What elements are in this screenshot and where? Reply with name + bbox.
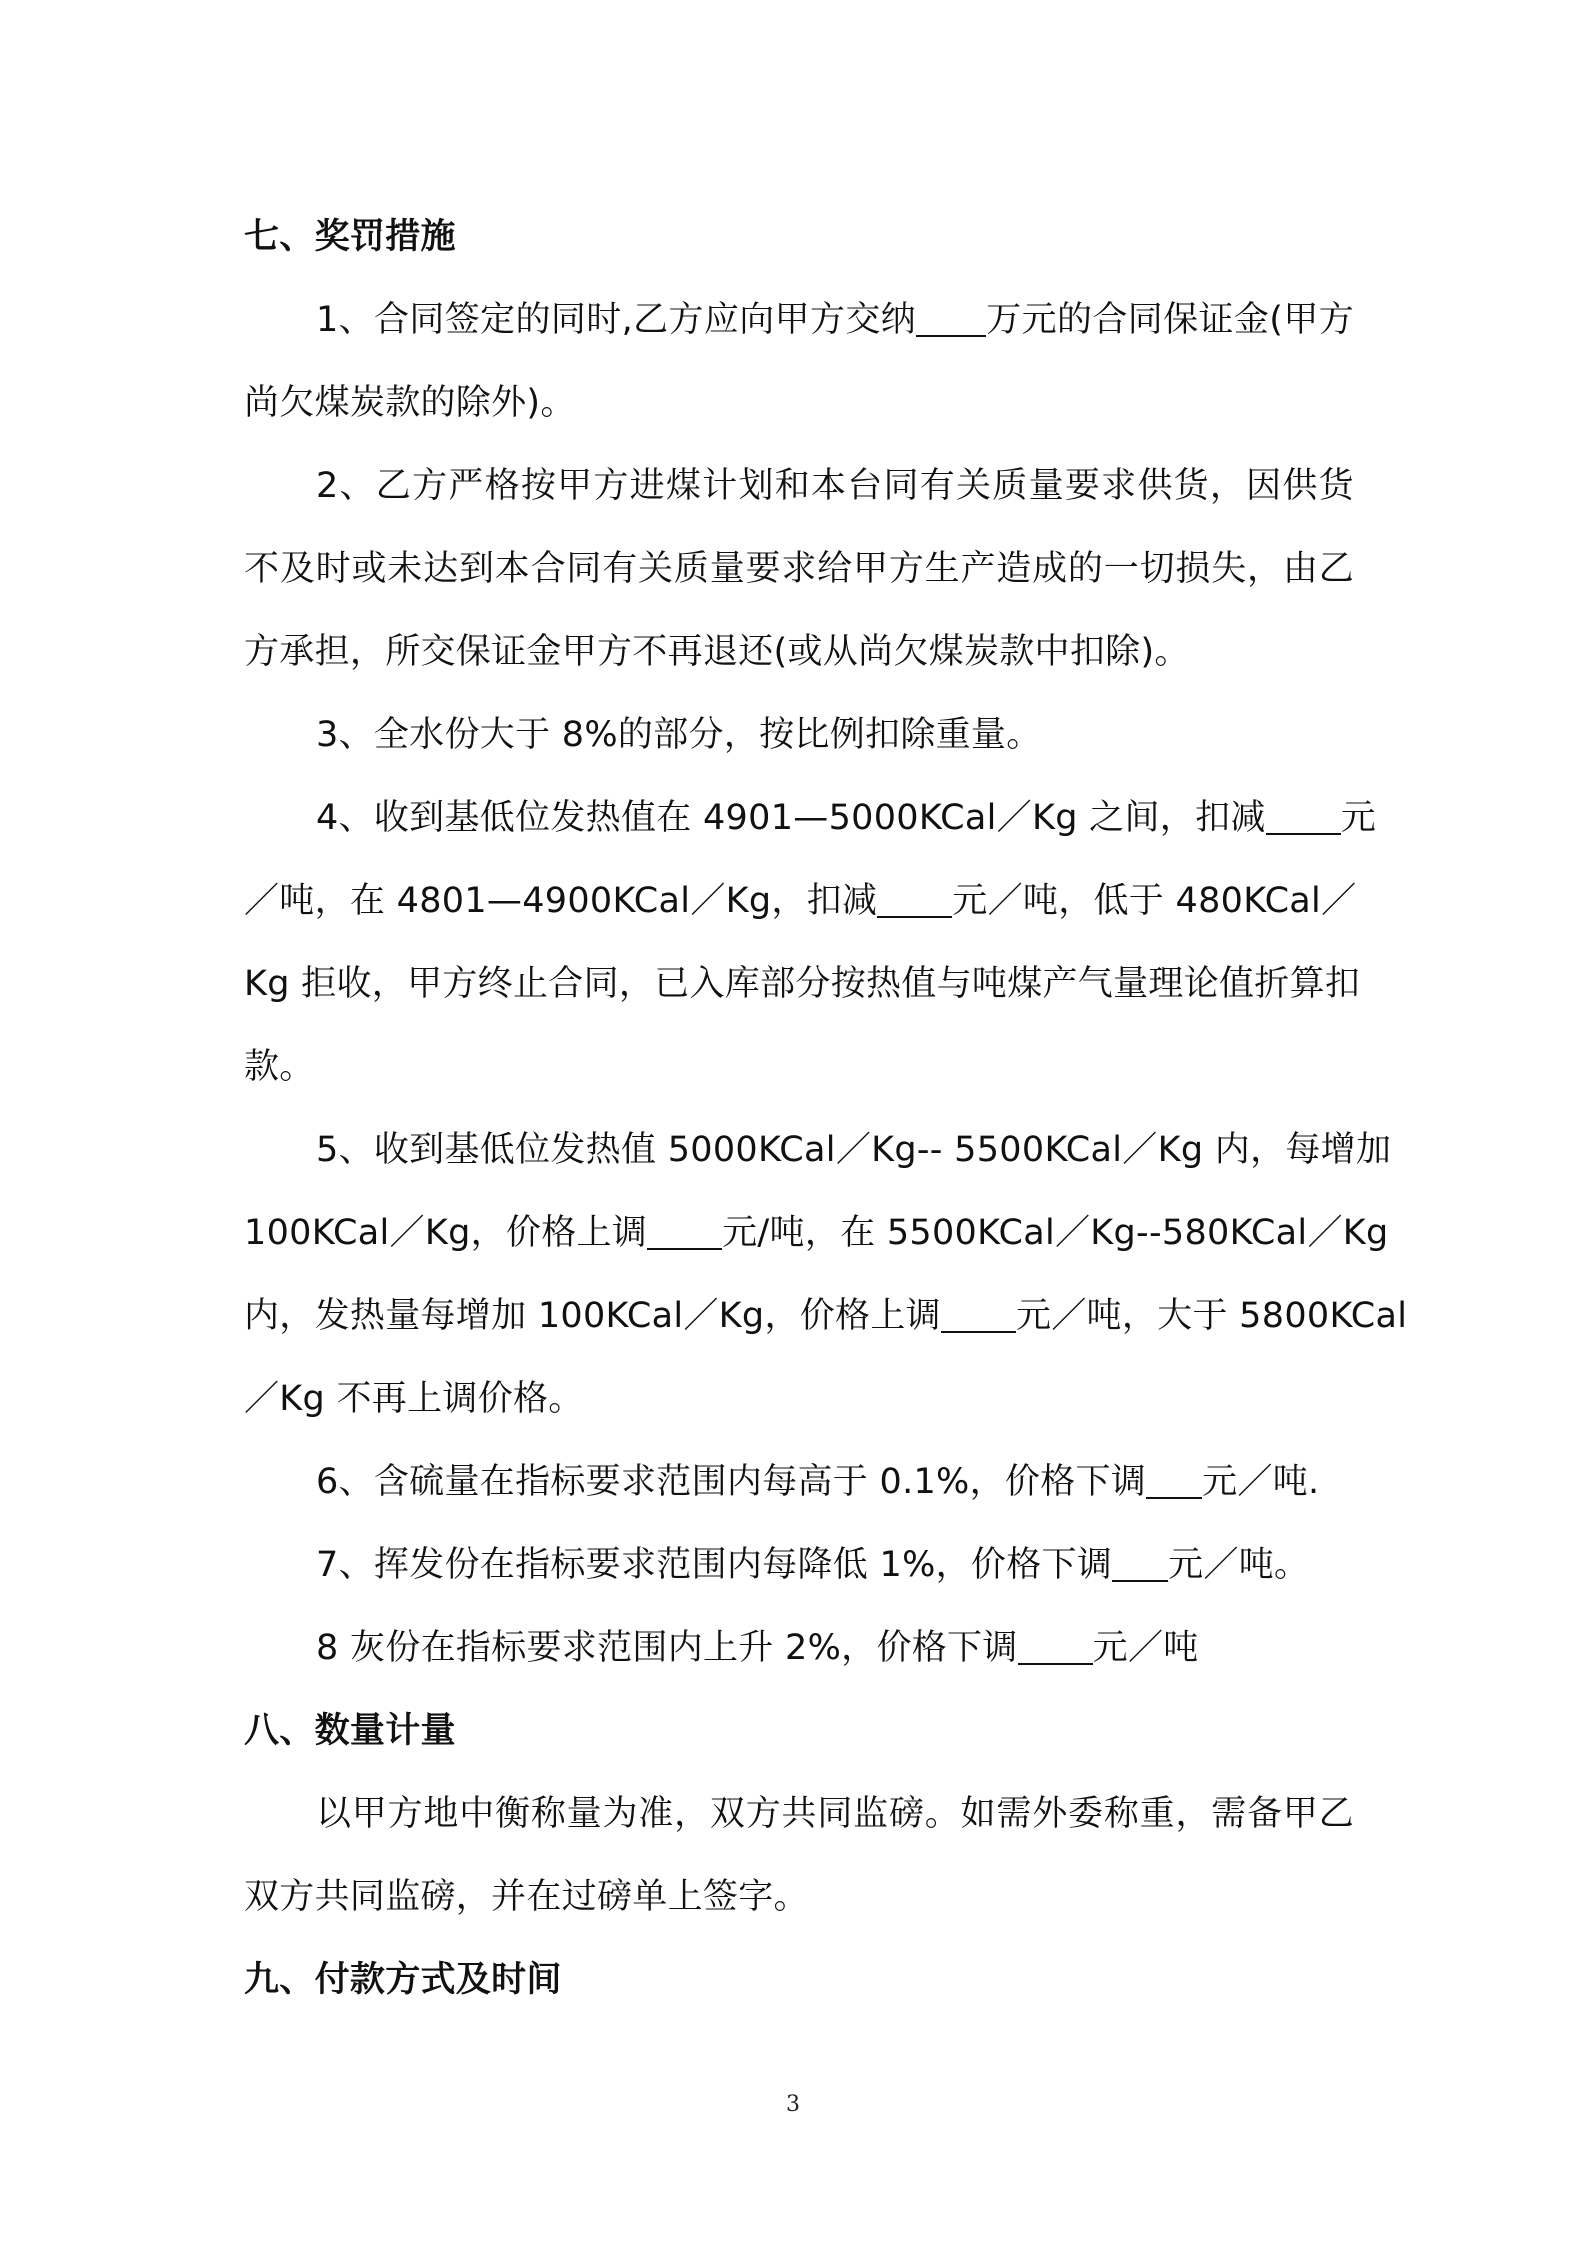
- item-4-line-2: [244, 860, 1357, 943]
- item-8-text-b: 元／吨: [1092, 1628, 1199, 1668]
- blank-field: [1112, 1548, 1168, 1582]
- blank-field: [916, 303, 986, 337]
- document-body: [244, 196, 1408, 2022]
- item-5-text-b: 100KCal／Kg，价格上调: [244, 1213, 648, 1253]
- item-4-line-4: 款。: [244, 1047, 315, 1087]
- section-7-title: 七、奖罚措施: [244, 217, 456, 257]
- item-1-line-2: 尚欠煤炭款的除外)。: [244, 383, 576, 423]
- section-8-body-line-1: 以甲方地中衡称量为准，双方共同监磅。如需外委称重，需备甲乙: [316, 1794, 1354, 1834]
- item-5-text-e: 元／吨，大于 5800KCal: [1015, 1296, 1408, 1336]
- item-6: [244, 1441, 1354, 1524]
- item-5-line-4: ／Kg 不再上调价格。: [244, 1379, 584, 1419]
- blank-field: [1266, 801, 1341, 835]
- item-2-line-1: 2、乙方严格按甲方进煤计划和本台同有关质量要求供货，因供货: [316, 466, 1354, 506]
- item-1-text-a: 1、合同签定的同时,乙方应向甲方交纳: [316, 300, 917, 340]
- item-5-text-c: 元/吨，在 5500KCal／Kg--580KCal／Kg: [722, 1213, 1389, 1253]
- item-8: [244, 1607, 1354, 1690]
- item-6-text-b: 元／吨.: [1202, 1462, 1320, 1502]
- item-5-line-3: [244, 1275, 1408, 1358]
- item-4-text-a: 4、收到基低位发热值在 4901—5000KCal／Kg 之间，扣减: [316, 798, 1266, 838]
- item-5-text-d: 内，发热量每增加 100KCal／Kg，价格上调: [244, 1296, 941, 1336]
- blank-field: [941, 1299, 1016, 1333]
- item-7-text-a: 7、挥发份在指标要求范围内每降低 1%，价格下调: [316, 1545, 1113, 1585]
- item-4-line-1: [244, 777, 1376, 860]
- section-9-title: 九、付款方式及时间: [244, 1960, 562, 2000]
- blank-field: [877, 884, 952, 918]
- item-2-line-3: 方承担，所交保证金甲方不再退还(或从尚欠煤炭款中扣除)。: [244, 632, 1190, 672]
- blank-field: [647, 1216, 722, 1250]
- item-1-line-1: [244, 279, 1354, 362]
- section-8-title: 八、数量计量: [244, 1711, 456, 1751]
- item-2-line-2: 不及时或未达到本合同有关质量要求给甲方生产造成的一切损失，由乙: [244, 549, 1354, 589]
- item-1-text-b: 万元的合同保证金(甲方: [986, 300, 1354, 340]
- item-6-text-a: 6、含硫量在指标要求范围内每高于 0.1%，价格下调: [316, 1462, 1147, 1502]
- item-5-line-2: [244, 1192, 1389, 1275]
- item-4-line-3: Kg 拒收，甲方终止合同，已入库部分按热值与吨煤产气量理论值折算扣: [244, 964, 1361, 1004]
- item-4-text-c: ／吨，在 4801—4900KCal／Kg，扣减: [244, 881, 878, 921]
- page-number: 3: [786, 2092, 800, 2117]
- section-8-body-line-2: 双方共同监磅，并在过磅单上签字。: [244, 1877, 809, 1917]
- item-5-line-1: 5、收到基低位发热值 5000KCal／Kg-- 5500KCal／Kg 内，每增加: [316, 1130, 1392, 1170]
- item-3: 3、全水份大于 8%的部分，按比例扣除重量。: [316, 715, 1042, 755]
- item-4-text-d: 元／吨，低于 480KCal／: [952, 881, 1357, 921]
- item-7-text-b: 元／吨。: [1168, 1545, 1310, 1585]
- item-4-text-b: 元: [1340, 798, 1376, 838]
- item-7: [244, 1524, 1354, 1607]
- blank-field: [1146, 1465, 1202, 1499]
- blank-field: [1018, 1631, 1093, 1665]
- item-8-text-a: 8 灰份在指标要求范围内上升 2%，价格下调: [316, 1628, 1018, 1668]
